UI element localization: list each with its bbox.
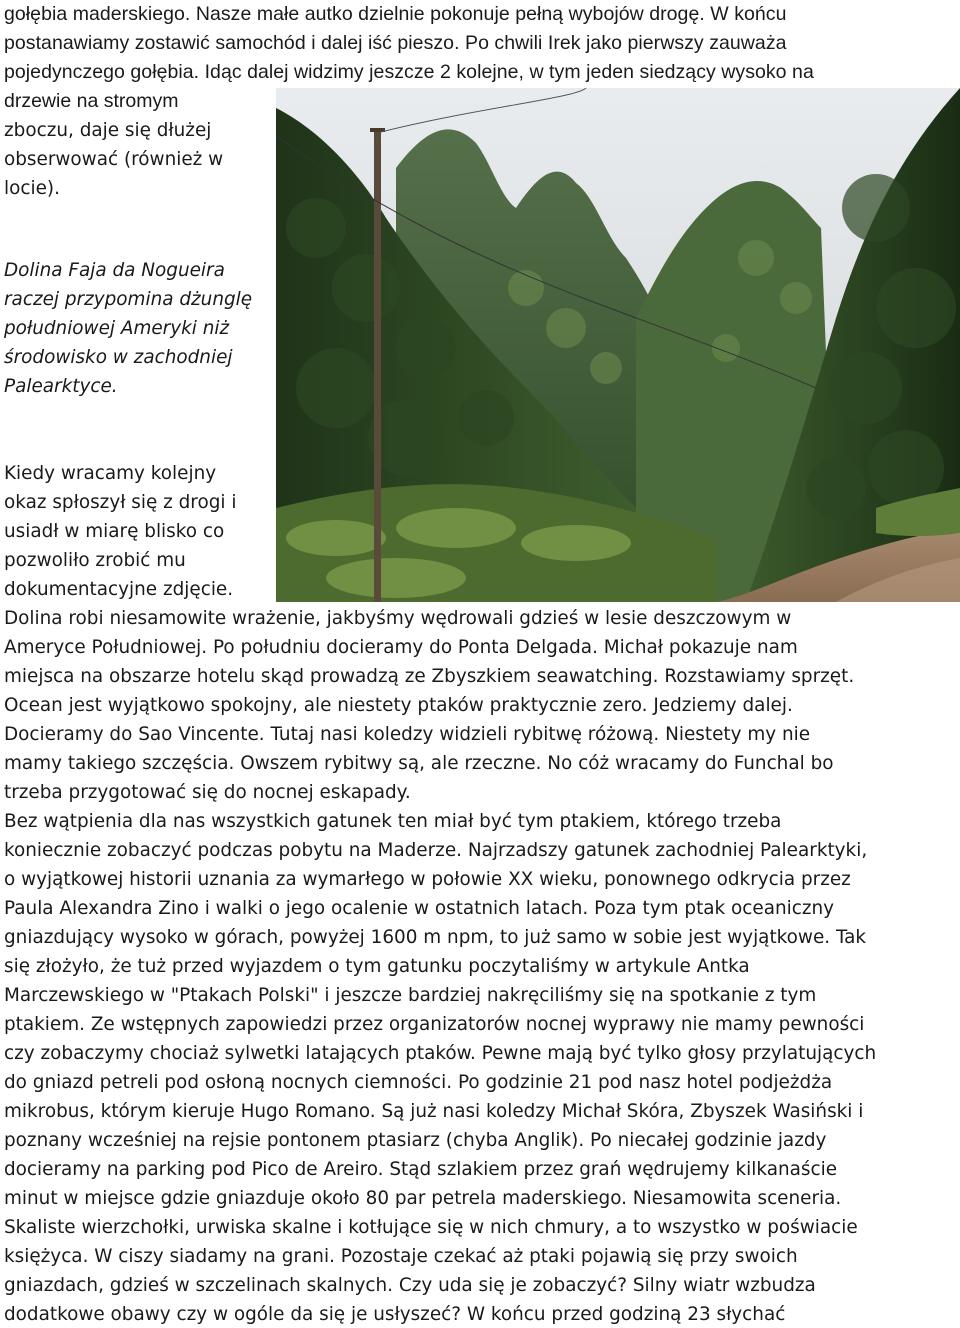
text-line: zboczu, daje się dłużej [4,120,212,141]
text-line: okaz spłoszył się z drogi i [4,492,237,513]
text-line: Bez wątpienia dla nas wszystkich gatunek ten miał być tym ptakiem, którego trzeba [4,811,782,832]
text-line: postanawiamy zostawić samochód i dalej iść pieszo. Po chwili Irek jako pierwszy zauważa [4,32,787,54]
text-line: Dolina robi niesamowite wrażenie, jakbyśmy wędrowali gdzieś w lesie deszczowym w [4,608,792,629]
text-line: gołębia maderskiego. Nasze małe autko dzielnie pokonuje pełną wybojów drogę. W końcu [4,3,787,25]
text-line: Marczewskiego w "Ptakach Polski" i jeszcze bardziej nakręciliśmy się na spotkanie z tym [4,985,817,1006]
caption-line: Palearktyce. [4,376,118,397]
text-line: poznany wcześniej na rejsie pontonem ptasiarz (chyba Anglik). Po niecałej godzinie jazdy [4,1130,827,1151]
text-line: Paula Alexandra Zino i walki o jego ocalenie w ostatnich latach. Poza tym ptak oceaniczny [4,898,835,919]
text-line: locie). [4,178,60,199]
text-line: Ameryce Południowej. Po południu docieramy do Ponta Delgada. Michał pokazuje nam [4,637,798,658]
text-line: miejsca na obszarze hotelu skąd prowadzą ze Zbyszkiem seawatching. Rozstawiamy sprzęt. [4,666,855,687]
caption-line: Dolina Faja da Nogueira [4,260,225,281]
text-line: Kiedy wracamy kolejny [4,463,217,484]
main-paragraph [4,604,954,1328]
text-line: się złożyło, że tuż przed wyjazdem o tym gatunku poczytaliśmy w artykule Antka [4,956,750,977]
text-line: Skaliste wierzchołki, urwiska skalne i kotłujące się w nich chmury, a to wszystko w poświacie [4,1217,858,1238]
text-line: pojedynczego gołębia. Idąc dalej widzimy jeszcze 2 kolejne, w tym jeden siedzący wysoko na [4,61,814,83]
text-line: dodatkowe obawy czy w ogóle da się je usłyszeć? W końcu przed godziną 23 słychać [4,1304,786,1325]
text-line: pozwoliło zrobić mu [4,550,186,571]
text-line: koniecznie zobaczyć podczas pobytu na Maderze. Najrzadszy gatunek zachodniej Palearktyki, [4,840,868,861]
text-line: księżyca. W ciszy siadamy na grani. Pozostaje czekać aż ptaki pojawią się przy swoich [4,1246,798,1267]
side-paragraph [4,459,272,604]
valley-photo [276,88,960,602]
text-line: docieramy na parking pod Pico de Areiro. Stąd szlakiem przez grań wędrujemy kilkanaście [4,1159,838,1180]
text-line: do gniazd petreli pod osłoną nocnych ciemności. Po godzinie 21 pod nasz hotel podjeżdża [4,1072,833,1093]
intro-paragraph [4,0,954,87]
text-line: drzewie na stromym [4,90,179,112]
caption-line: środowisko w zachodniej [4,347,233,368]
text-line: obserwować (również w [4,149,224,170]
text-line: czy zobaczymy chociaż sylwetki latających ptaków. Pewne mają być tylko głosy przylatujących [4,1043,877,1064]
side-paragraph-continuation [4,87,272,203]
text-line: minut w miejsce gdzie gniazduje około 80 par petrela maderskiego. Niesamowita sceneria. [4,1188,842,1209]
text-line: dokumentacyjne zdjęcie. [4,579,234,600]
caption-line: raczej przypomina dżunglę [4,289,253,310]
text-line: ptakiem. Ze wstępnych zapowiedzi przez organizatorów nocnej wyprawy nie mamy pewności [4,1014,865,1035]
text-line: gniazdujący wysoko w górach, powyżej 1600 m npm, to już samo w sobie jest wyjątkowe. Tak [4,927,867,948]
text-line: Ocean jest wyjątkowo spokojny, ale niestety ptaków praktycznie zero. Jedziemy dalej. [4,695,793,716]
text-line: gniazdach, gdzieś w szczelinach skalnych. Czy uda się je zobaczyć? Silny wiatr wzbudza [4,1275,816,1296]
photo-caption [4,256,272,401]
text-line: mamy takiego szczęścia. Owszem rybitwy są, ale rzeczne. No cóż wracamy do Funchal bo [4,753,834,774]
text-line: trzeba przygotować się do nocnej eskapady. [4,782,411,803]
text-line: usiadł w miarę blisko co [4,521,225,542]
text-line: mikrobus, którym kieruje Hugo Romano. Są już nasi koledzy Michał Skóra, Zbyszek Wasiński i [4,1101,864,1122]
caption-line: południowej Ameryki niż [4,318,230,339]
text-line: Docieramy do Sao Vincente. Tutaj nasi koledzy widzieli rybitwę różową. Niestety my nie [4,724,811,745]
text-line: o wyjątkowej historii uznania za wymarłego w połowie XX wieku, ponownego odkrycia przez [4,869,851,890]
